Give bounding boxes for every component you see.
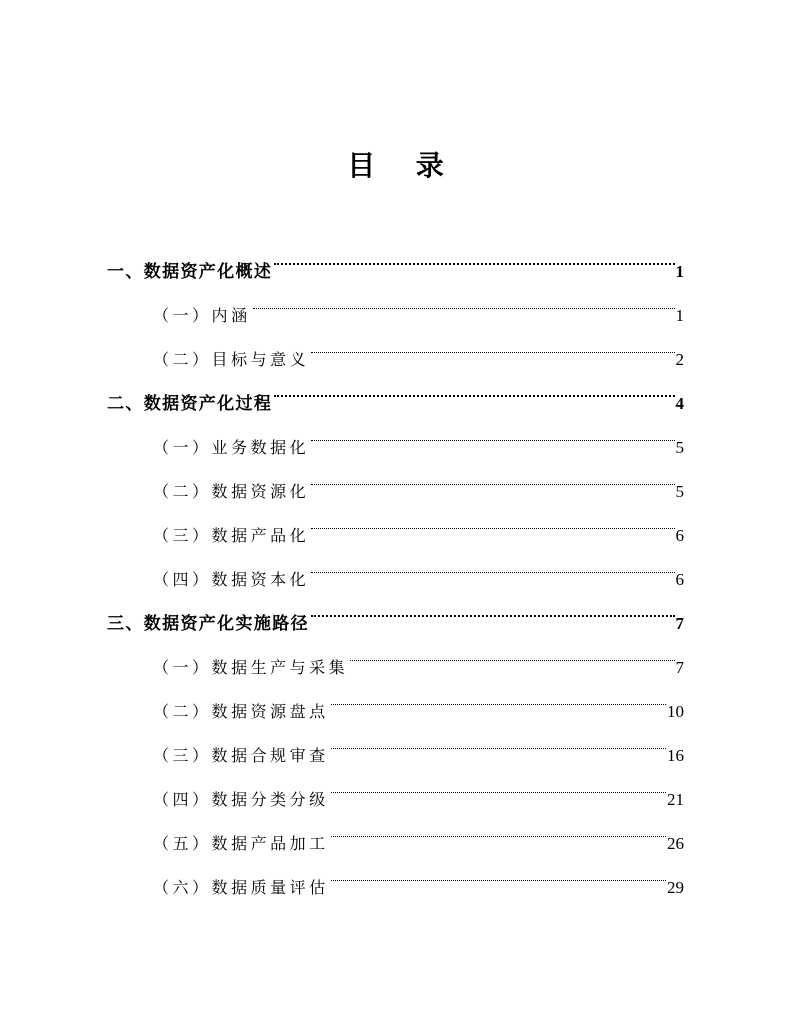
toc-entry-label: （二）数据资源盘点	[153, 702, 329, 721]
toc-entry[interactable]	[0, 453, 791, 501]
dot-leader	[331, 761, 666, 805]
toc-entry-page-number: 1	[675, 262, 684, 281]
toc-entry-label: （一）业务数据化	[153, 438, 310, 457]
toc-entry[interactable]	[0, 277, 791, 325]
dot-leader	[311, 541, 674, 585]
toc-entry-label: （四）数据资本化	[153, 570, 310, 589]
toc-entry[interactable]	[0, 805, 791, 853]
dot-leader	[331, 805, 666, 849]
toc-entry-page-number: 5	[675, 438, 684, 457]
toc-entry[interactable]	[0, 629, 791, 677]
toc-entry[interactable]	[0, 761, 791, 809]
dot-leader	[331, 673, 666, 717]
dot-leader	[311, 453, 674, 497]
toc-entry-page-number: 26	[667, 834, 684, 853]
toc-entry-page-number: 7	[675, 658, 684, 677]
toc-entry-label: （二）目标与意义	[153, 350, 310, 369]
toc-entry[interactable]	[0, 541, 791, 589]
toc-entry-label: 一、数据资产化概述	[107, 262, 273, 282]
toc-entry[interactable]	[0, 233, 791, 282]
toc-entry-label: （二）数据资源化	[153, 482, 310, 501]
toc-entry[interactable]	[0, 409, 791, 457]
toc-entry-page-number: 29	[667, 878, 684, 897]
toc-entry-page-number: 16	[667, 746, 684, 765]
toc-entry-page-number: 5	[675, 482, 684, 501]
toc-entry[interactable]	[0, 321, 791, 369]
toc-entry[interactable]	[0, 585, 791, 634]
dot-leader	[311, 409, 674, 453]
toc-entry-label: 二、数据资产化过程	[107, 394, 273, 414]
dot-leader	[274, 233, 674, 277]
toc-entry-page-number: 21	[667, 790, 684, 809]
toc-entry-label: （四）数据分类分级	[153, 790, 329, 809]
toc-entry[interactable]	[0, 673, 791, 721]
toc-entry-page-number: 4	[675, 394, 684, 413]
toc-entry[interactable]	[0, 365, 791, 414]
toc-entry-label: （六）数据质量评估	[153, 878, 329, 897]
toc-entry[interactable]	[0, 717, 791, 765]
toc-entry-page-number: 10	[667, 702, 684, 721]
toc-entry-label: （五）数据产品加工	[153, 834, 329, 853]
dot-leader	[311, 321, 674, 365]
page-title: 目 录	[347, 149, 460, 182]
toc-entry[interactable]	[0, 497, 791, 545]
dot-leader	[331, 717, 666, 761]
toc-entry-page-number: 6	[675, 570, 684, 589]
dot-leader	[331, 849, 666, 893]
toc-entry-label: （一）内涵	[153, 306, 251, 325]
toc-entry-label: 三、数据资产化实施路径	[107, 614, 309, 634]
dot-leader	[274, 365, 674, 409]
toc-entry[interactable]	[0, 849, 791, 897]
toc-entry-page-number: 7	[675, 614, 684, 633]
toc-entry-label: （一）数据生产与采集	[153, 658, 349, 677]
dot-leader	[350, 629, 674, 673]
toc-entry-page-number: 1	[675, 306, 684, 325]
table-of-contents	[0, 233, 791, 897]
dot-leader	[311, 497, 674, 541]
toc-entry-page-number: 6	[675, 526, 684, 545]
toc-entry-label: （三）数据合规审查	[153, 746, 329, 765]
dot-leader	[253, 277, 675, 321]
toc-entry-page-number: 2	[675, 350, 684, 369]
dot-leader	[311, 585, 675, 629]
toc-entry-label: （三）数据产品化	[153, 526, 310, 545]
